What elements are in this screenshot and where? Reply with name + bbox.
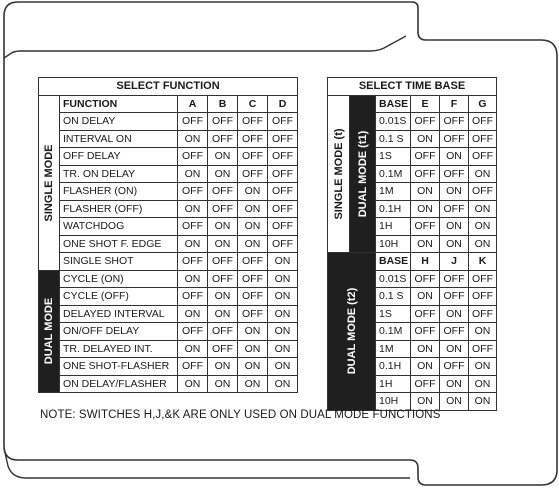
switch-j-value: OFF xyxy=(440,288,469,306)
t1-header-g: G xyxy=(469,95,497,113)
single-mode-t-label: SINGLE MODE (t) xyxy=(332,128,345,220)
switch-a-value: OFF xyxy=(178,323,208,341)
switch-a-value: OFF xyxy=(178,148,208,166)
table-row xyxy=(39,183,298,201)
switch-b-value: OFF xyxy=(208,340,238,358)
column-header-b: B xyxy=(208,95,238,113)
t2-header-h: H xyxy=(411,253,440,271)
switch-c-value: OFF xyxy=(238,165,268,183)
switch-a-value: OFF xyxy=(178,113,208,131)
dual-mode-note: NOTE: SWITCHES H,J,&K ARE ONLY USED ON DUAL MODE FUNCTIONS xyxy=(40,409,441,421)
switch-j-value: ON xyxy=(440,305,469,323)
switch-c-value: ON xyxy=(238,235,268,253)
switch-e-value: ON xyxy=(411,183,440,201)
single-mode-label-cell xyxy=(39,95,60,270)
switch-b-value: ON xyxy=(208,375,238,393)
switch-b-value: OFF xyxy=(208,323,238,341)
switch-b-value: ON xyxy=(208,288,238,306)
switch-a-value: OFF xyxy=(178,253,208,271)
switch-g-value: ON xyxy=(469,200,497,218)
time-base-value: 0.1H xyxy=(376,358,411,376)
switch-j-value: OFF xyxy=(440,358,469,376)
function-name: FLASHER (OFF) xyxy=(60,200,178,218)
switch-e-value: OFF xyxy=(411,148,440,166)
function-table-title-row xyxy=(39,78,298,96)
dual-mode-label-cell xyxy=(39,270,60,393)
switch-d-value: ON xyxy=(268,323,298,341)
switch-a-value: ON xyxy=(178,130,208,148)
switch-c-value: ON xyxy=(238,323,268,341)
switch-g-value: ON xyxy=(469,218,497,236)
switch-k-value: ON xyxy=(469,393,497,411)
switch-e-value: ON xyxy=(411,130,440,148)
table-row xyxy=(39,270,298,288)
t2-header-base: BASE xyxy=(376,253,411,271)
column-header-a: A xyxy=(178,95,208,113)
switch-j-value: ON xyxy=(440,340,469,358)
switch-k-value: OFF xyxy=(469,305,497,323)
time-base-title-row xyxy=(328,78,497,96)
switch-d-value: OFF xyxy=(268,235,298,253)
switch-b-value: ON xyxy=(208,148,238,166)
switch-f-value: ON xyxy=(440,235,469,253)
switch-b-value: OFF xyxy=(208,130,238,148)
switch-a-value: OFF xyxy=(178,218,208,236)
switch-a-value: ON xyxy=(178,375,208,393)
dual-mode-t2-label-cell xyxy=(328,253,376,411)
switch-d-value: ON xyxy=(268,340,298,358)
table-row xyxy=(39,358,298,376)
switch-j-value: OFF xyxy=(440,323,469,341)
switch-e-value: OFF xyxy=(411,218,440,236)
switch-e-value: OFF xyxy=(411,165,440,183)
t1-header-e: E xyxy=(411,95,440,113)
switch-d-value: ON xyxy=(268,358,298,376)
switch-d-value: ON xyxy=(268,270,298,288)
switch-b-value: OFF xyxy=(208,183,238,201)
function-name: WATCHDOG xyxy=(60,218,178,236)
switch-b-value: OFF xyxy=(208,253,238,271)
switch-k-value: ON xyxy=(469,323,497,341)
t1-header-base: BASE xyxy=(376,95,411,113)
time-base-value: 1H xyxy=(376,218,411,236)
switch-b-value: ON xyxy=(208,218,238,236)
column-header-c: C xyxy=(238,95,268,113)
switch-b-value: ON xyxy=(208,165,238,183)
time-base-value: 0.1H xyxy=(376,200,411,218)
time-base-value: 10H xyxy=(376,393,411,411)
table-row xyxy=(39,218,298,236)
switch-d-value: OFF xyxy=(268,218,298,236)
switch-k-value: OFF xyxy=(469,340,497,358)
switch-j-value: OFF xyxy=(440,270,469,288)
switch-f-value: ON xyxy=(440,218,469,236)
time-base-value: 0.01S xyxy=(376,113,411,131)
table-row xyxy=(39,148,298,166)
function-name: CYCLE (ON) xyxy=(60,270,178,288)
switch-c-value: OFF xyxy=(238,130,268,148)
time-base-value: 1H xyxy=(376,375,411,393)
switch-d-value: OFF xyxy=(268,113,298,131)
panel-bottom-edge xyxy=(4,448,410,478)
dual-mode-t2-label: DUAL MODE (t2) xyxy=(345,287,358,375)
function-name: ONE SHOT-FLASHER xyxy=(60,358,178,376)
function-name: TR. ON DELAY xyxy=(60,165,178,183)
table-row xyxy=(39,235,298,253)
column-header-d: D xyxy=(268,95,298,113)
switch-a-value: OFF xyxy=(178,358,208,376)
switch-d-value: ON xyxy=(268,288,298,306)
switch-h-value: ON xyxy=(411,340,440,358)
switch-c-value: ON xyxy=(238,358,268,376)
switch-k-value: OFF xyxy=(469,288,497,306)
switch-c-value: ON xyxy=(238,375,268,393)
function-name: ON/OFF DELAY xyxy=(60,323,178,341)
switch-c-value: OFF xyxy=(238,305,268,323)
switch-a-value: ON xyxy=(178,305,208,323)
time-base-value: 10H xyxy=(376,235,411,253)
switch-c-value: OFF xyxy=(238,253,268,271)
panel-inner-edge xyxy=(4,36,406,58)
table-row xyxy=(39,165,298,183)
switch-f-value: OFF xyxy=(440,165,469,183)
switch-d-value: ON xyxy=(268,305,298,323)
function-name: ON DELAY xyxy=(60,113,178,131)
switch-g-value: OFF xyxy=(469,130,497,148)
switch-c-value: ON xyxy=(238,183,268,201)
function-name: ONE SHOT F. EDGE xyxy=(60,235,178,253)
select-function-table xyxy=(38,77,298,393)
switch-h-value: ON xyxy=(411,288,440,306)
switch-f-value: ON xyxy=(440,183,469,201)
switch-a-value: ON xyxy=(178,270,208,288)
switch-h-value: ON xyxy=(411,358,440,376)
time-base-value: 0.01S xyxy=(376,270,411,288)
switch-g-value: OFF xyxy=(469,183,497,201)
switch-a-value: OFF xyxy=(178,183,208,201)
switch-c-value: OFF xyxy=(238,270,268,288)
switch-d-value: OFF xyxy=(268,165,298,183)
time-base-value: 0.1M xyxy=(376,165,411,183)
switch-c-value: OFF xyxy=(238,148,268,166)
switch-b-value: ON xyxy=(208,305,238,323)
t2-header-k: K xyxy=(469,253,497,271)
switch-c-value: OFF xyxy=(238,288,268,306)
switch-b-value: OFF xyxy=(208,200,238,218)
function-name: TR. DELAYED INT. xyxy=(60,340,178,358)
switch-b-value: ON xyxy=(208,235,238,253)
switch-j-value: ON xyxy=(440,375,469,393)
select-time-base-table xyxy=(327,77,497,411)
single-mode-label: SINGLE MODE xyxy=(43,143,55,222)
table-row xyxy=(39,253,298,271)
switch-a-value: ON xyxy=(178,235,208,253)
switch-d-value: OFF xyxy=(268,130,298,148)
function-name: OFF DELAY xyxy=(60,148,178,166)
dual-mode-t1-label-cell xyxy=(350,95,376,253)
time-base-value: 0.1 S xyxy=(376,288,411,306)
time-base-value: 1M xyxy=(376,340,411,358)
switch-d-value: OFF xyxy=(268,148,298,166)
table-row xyxy=(39,130,298,148)
switch-c-value: OFF xyxy=(238,113,268,131)
switch-b-value: OFF xyxy=(208,270,238,288)
switch-g-value: OFF xyxy=(469,148,497,166)
table-row xyxy=(39,340,298,358)
switch-d-value: ON xyxy=(268,253,298,271)
switch-h-value: OFF xyxy=(411,323,440,341)
switch-h-value: OFF xyxy=(411,305,440,323)
switch-k-value: ON xyxy=(469,358,497,376)
time-base-title: SELECT TIME BASE xyxy=(328,78,497,96)
switch-e-value: OFF xyxy=(411,113,440,131)
switch-a-value: ON xyxy=(178,340,208,358)
column-header-function: FUNCTION xyxy=(60,95,178,113)
time-base-value: 1M xyxy=(376,183,411,201)
time-base-value: 1S xyxy=(376,148,411,166)
table-row xyxy=(39,305,298,323)
time-base-value: 1S xyxy=(376,305,411,323)
switch-d-value: OFF xyxy=(268,183,298,201)
function-name: DELAYED INTERVAL xyxy=(60,305,178,323)
table-row xyxy=(39,375,298,393)
switch-a-value: ON xyxy=(178,200,208,218)
switch-h-value: ON xyxy=(411,393,440,411)
function-name: INTERVAL ON xyxy=(60,130,178,148)
switch-f-value: OFF xyxy=(440,113,469,131)
single-mode-t-label-cell xyxy=(328,95,350,253)
time-base-value: 0.1 S xyxy=(376,130,411,148)
table-row xyxy=(39,323,298,341)
switch-f-value: OFF xyxy=(440,200,469,218)
switch-d-value: OFF xyxy=(268,200,298,218)
t1-header-f: F xyxy=(440,95,469,113)
t2-header-j: J xyxy=(440,253,469,271)
dual-mode-t1-label: DUAL MODE (t1) xyxy=(356,130,369,218)
switch-k-value: ON xyxy=(469,375,497,393)
function-table-title: SELECT FUNCTION xyxy=(39,78,298,96)
switch-k-value: OFF xyxy=(469,270,497,288)
dual-mode-label: DUAL MODE xyxy=(43,298,55,365)
function-table-header-row xyxy=(39,95,298,113)
t1-header-row xyxy=(328,95,497,113)
switch-g-value: ON xyxy=(469,235,497,253)
switch-b-value: ON xyxy=(208,358,238,376)
switch-h-value: OFF xyxy=(411,375,440,393)
function-name: ON DELAY/FLASHER xyxy=(60,375,178,393)
switch-g-value: ON xyxy=(469,165,497,183)
switch-j-value: ON xyxy=(440,393,469,411)
switch-b-value: OFF xyxy=(208,113,238,131)
switch-a-value: ON xyxy=(178,165,208,183)
switch-g-value: OFF xyxy=(469,113,497,131)
switch-c-value: ON xyxy=(238,200,268,218)
table-row xyxy=(39,200,298,218)
switch-f-value: OFF xyxy=(440,130,469,148)
time-base-value: 0.1M xyxy=(376,323,411,341)
table-row xyxy=(39,113,298,131)
switch-c-value: ON xyxy=(238,340,268,358)
switch-h-value: OFF xyxy=(411,270,440,288)
switch-e-value: ON xyxy=(411,235,440,253)
switch-d-value: ON xyxy=(268,375,298,393)
switch-f-value: ON xyxy=(440,148,469,166)
function-name: CYCLE (OFF) xyxy=(60,288,178,306)
function-name: FLASHER (ON) xyxy=(60,183,178,201)
table-row xyxy=(39,288,298,306)
switch-e-value: ON xyxy=(411,200,440,218)
switch-a-value: OFF xyxy=(178,288,208,306)
t2-header-row xyxy=(328,253,497,271)
function-name: SINGLE SHOT xyxy=(60,253,178,271)
switch-c-value: ON xyxy=(238,218,268,236)
